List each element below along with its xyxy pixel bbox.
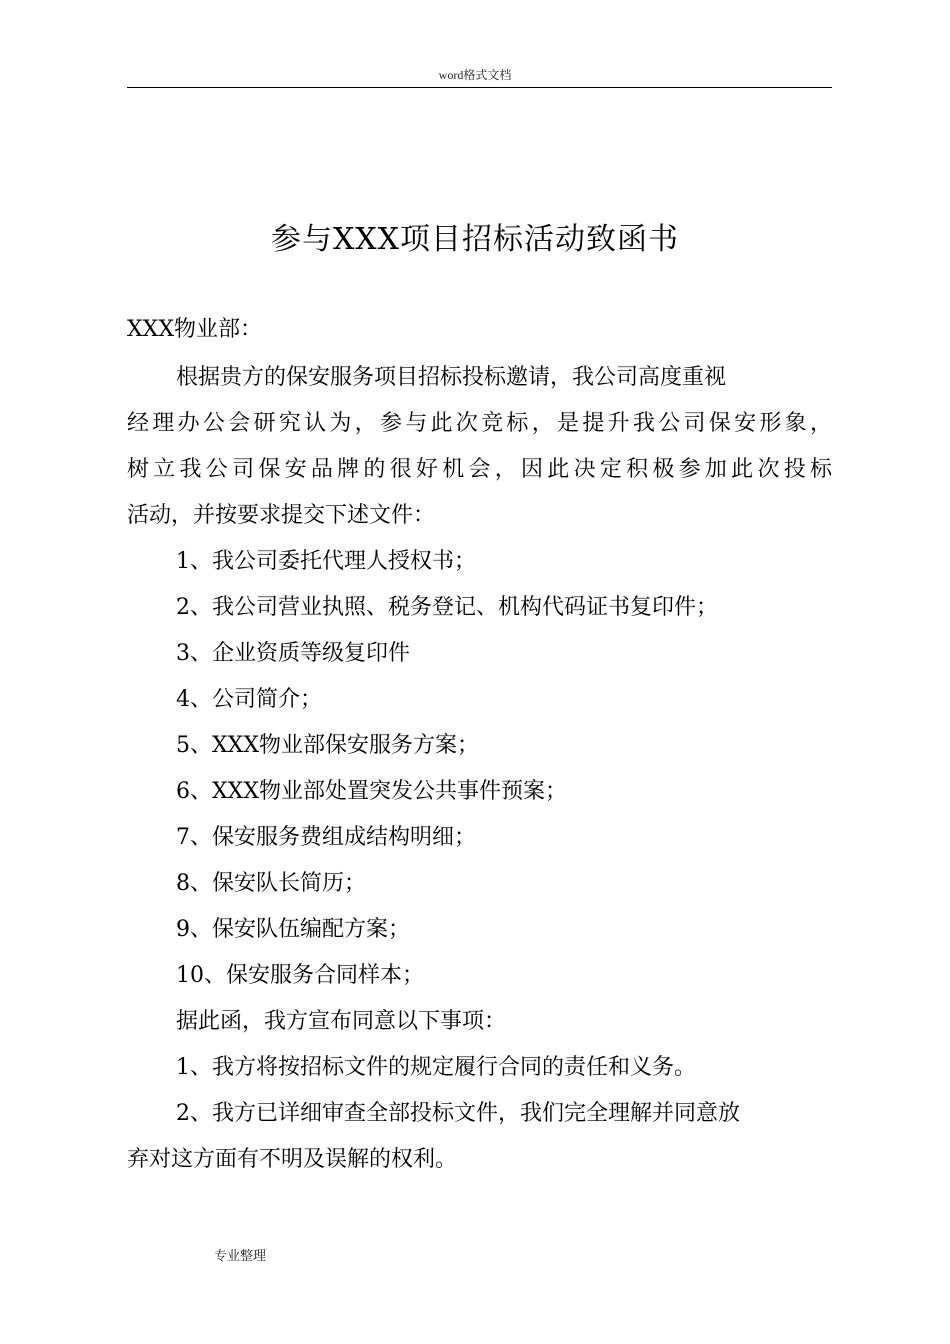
document-list-item: 9、保安队伍编配方案；: [176, 917, 410, 942]
intro-line-4: 活动，并按要求提交下述文件：: [127, 503, 436, 528]
intro-line-1: 根据贵方的保安服务项目招标投标邀请，我公司高度重视: [176, 365, 727, 390]
header-divider: [127, 87, 832, 88]
document-title: 参与XXX项目招标活动致函书: [270, 222, 680, 257]
page-footer-text: 专业整理: [214, 1248, 267, 1263]
agreement-item-2-line-1: 2、我方已详细审查全部投标文件，我们完全理解并同意放: [176, 1101, 740, 1126]
salutation: XXX物业部：: [127, 317, 262, 342]
document-list-item: 4、公司简介；: [176, 687, 322, 712]
document-list-item: 6、XXX物业部处置突发公共事件预案；: [176, 779, 567, 804]
agreement-item-1: 1、我方将按招标文件的规定履行合同的责任和义务。: [176, 1055, 696, 1080]
document-list-item: 1、我公司委托代理人授权书；: [176, 549, 476, 574]
intro-line-3: 树立我公司保安品牌的很好机会，因此决定积极参加此次投标: [127, 457, 832, 482]
document-list-item: 8、保安队长简历；: [176, 871, 366, 896]
document-list-item: 5、XXX物业部保安服务方案；: [176, 733, 479, 758]
agreement-item-2-line-2: 弃对这方面有不明及误解的权利。: [127, 1147, 458, 1172]
document-list-item: 7、保安服务费组成结构明细；: [176, 825, 476, 850]
document-list-item: 3、企业资质等级复印件: [176, 641, 410, 666]
document-list-item: 2、我公司营业执照、税务登记、机构代码证书复印件；: [176, 595, 718, 620]
page-header-text: word格式文档: [438, 68, 512, 82]
document-list-item: 10、保安服务合同样本；: [176, 963, 424, 988]
agreement-intro: 据此函，我方宣布同意以下事项：: [176, 1009, 507, 1034]
intro-line-2: 经理办公会研究认为，参与此次竞标，是提升我公司保安形象，: [127, 411, 832, 436]
